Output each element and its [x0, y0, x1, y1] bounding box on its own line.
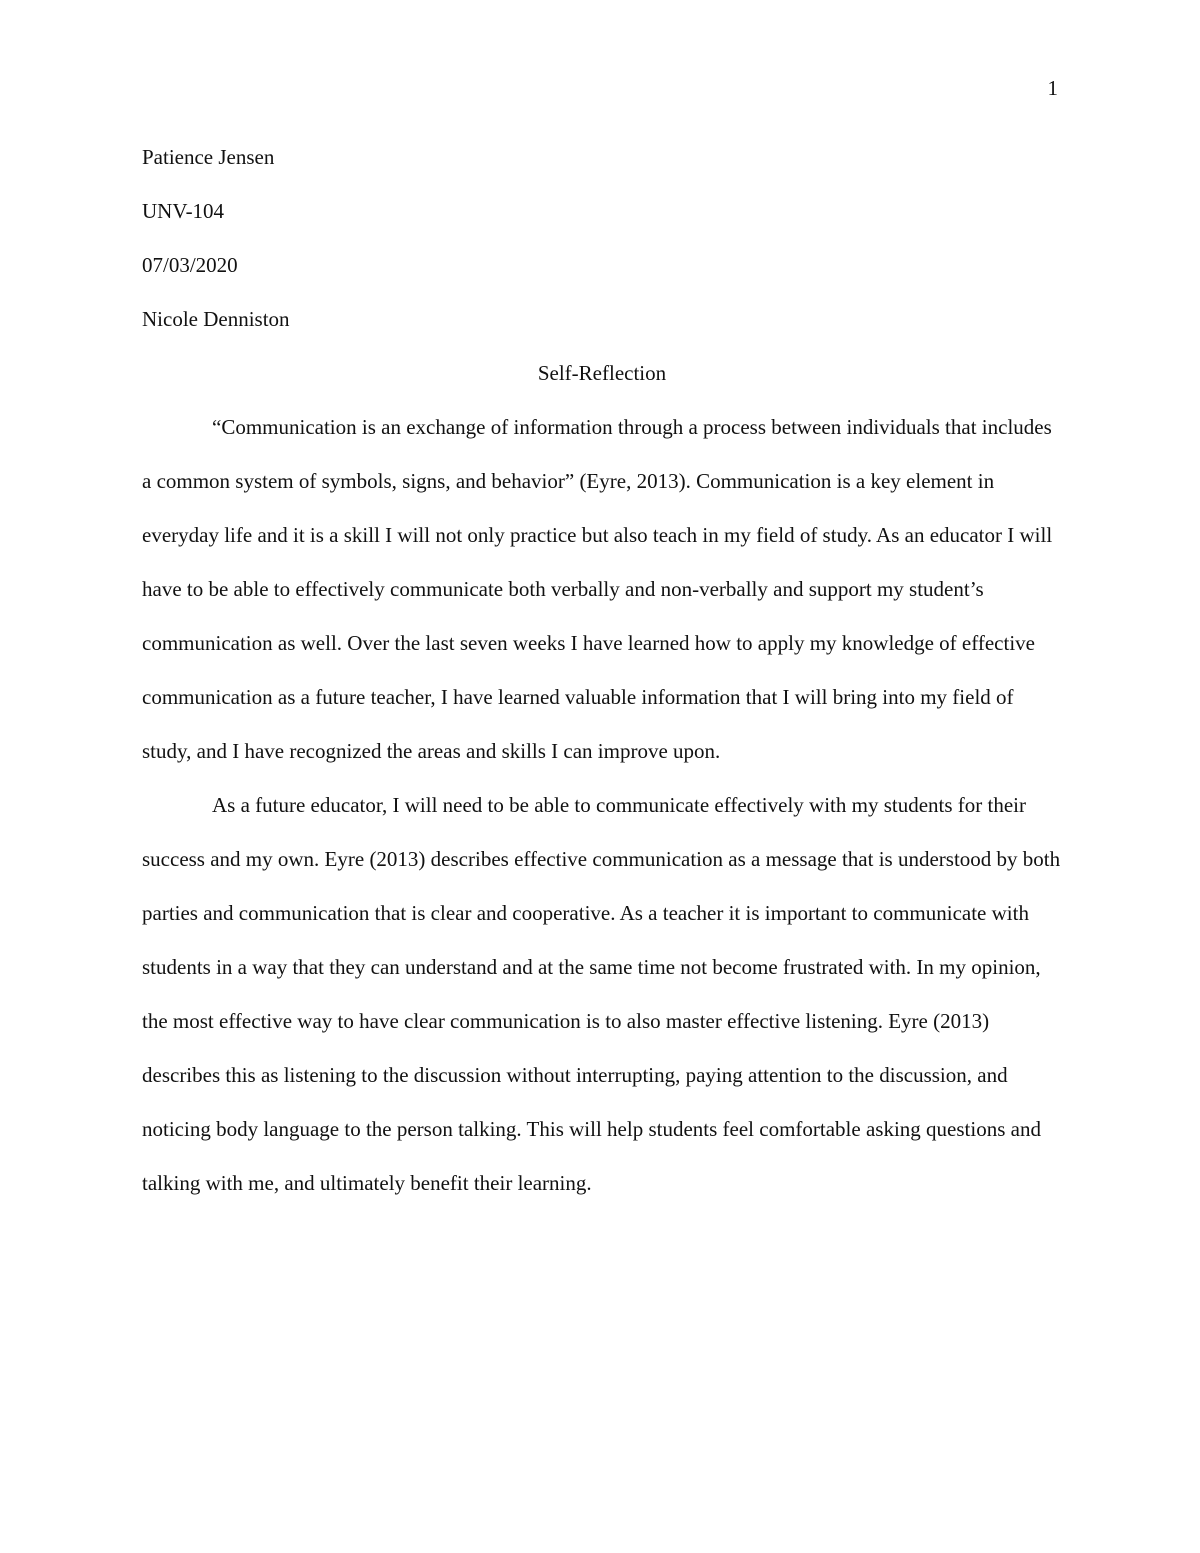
page-number: 1 [1047, 76, 1058, 100]
document-date: 07/03/2020 [142, 253, 238, 277]
document-body [142, 130, 1062, 1210]
paragraph-1: “Communication is an exchange of information through a process between individuals that includes a common system of symbols, signs, and behavior” (Eyre, 2013). Communication is a key element in everyday life and it is a skill I will not only practice but also teach in my field of study. As an educator I will have to be able to effectively communicate both verbally and non-verbally and support my student’s communication as well. Over the last seven weeks I have learned how to apply my knowledge of effective communication as a future teacher, I have learned valuable information that I will bring into my field of study, and I have recognized the areas and skills I can improve upon. [142, 415, 1053, 763]
document-title: Self-Reflection [537, 361, 667, 385]
course-code: UNV-104 [142, 199, 225, 223]
author-name: Patience Jensen [142, 145, 275, 169]
instructor-name: Nicole Denniston [142, 307, 290, 331]
paragraph-2: As a future educator, I will need to be able to communicate effectively with my students for their success and my own. Eyre (2013) describes effective communication as a message that is understood by both parties and communication that is clear and cooperative. As a teacher it is important to communicate with students in a way that they can understand and at the same time not become frustrated with. In my opinion, the most effective way to have clear communication is to also master effective listening. Eyre (2013) describes this as listening to the discussion without interrupting, paying attention to the discussion, and noticing body language to the person talking. This will help students feel comfortable asking questions and talking with me, and ultimately benefit their learning. [142, 793, 1061, 1195]
